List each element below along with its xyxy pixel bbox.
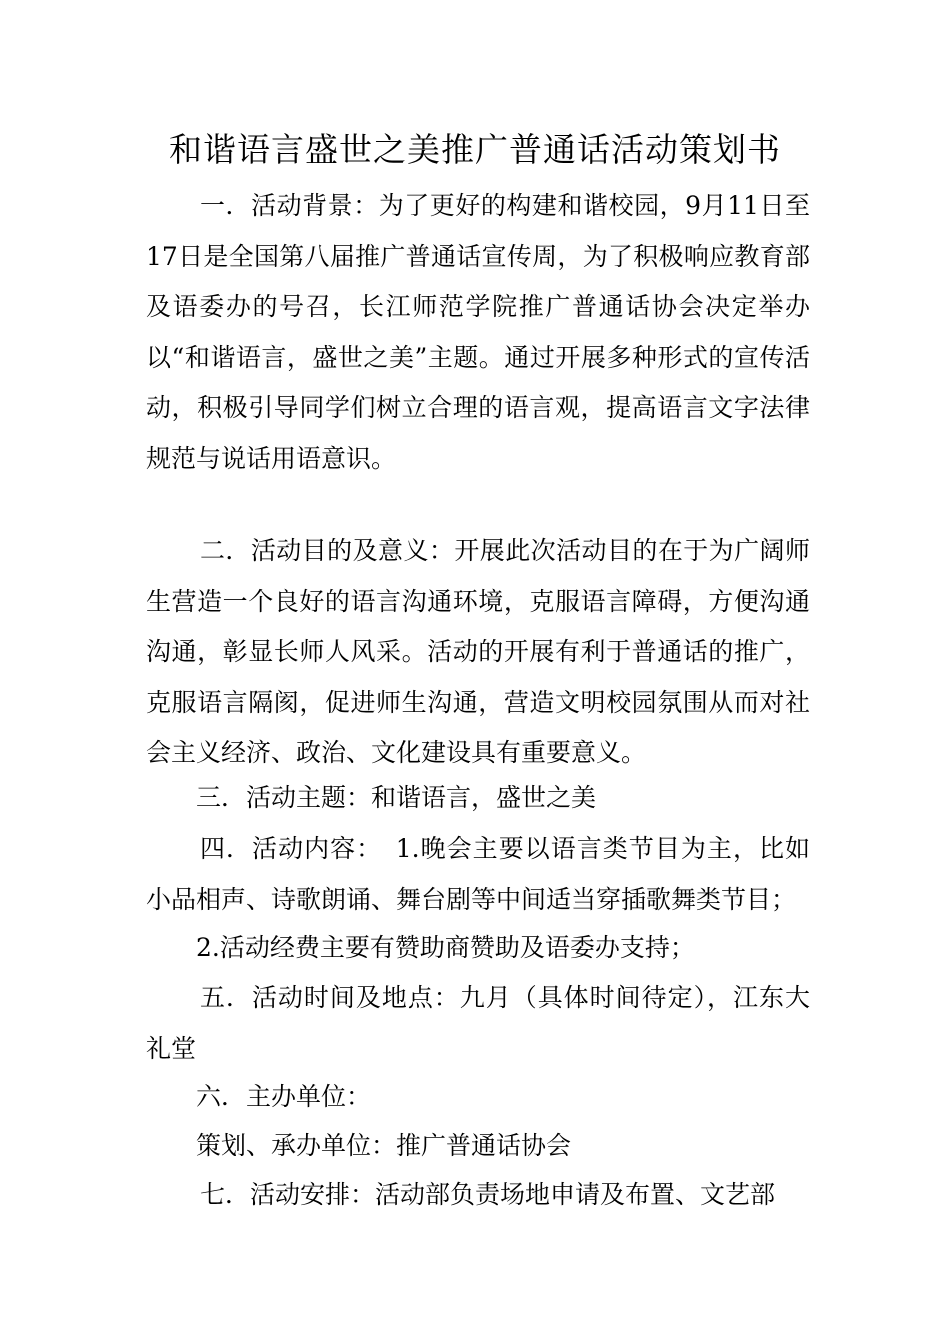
section-purpose: 二．活动目的及意义：开展此次活动目的在于为广阔师生营造一个良好的语言沟通环境，克服语言障碍，方便沟通沟通，彰显长师人风采。活动的开展有利于普通话的推广，克服语言隔阂，促进师生沟通，营造文明校园氛围从而对社会主义经济、政治、文化建设具有重要意义。 — [146, 536, 810, 767]
section-organizer-heading: 六．主办单位： — [196, 1082, 372, 1111]
section-arrangement: 七．活动安排：活动部负责场地申请及布置、文艺部 — [200, 1180, 776, 1209]
document-title: 和谐语言盛世之美推广普通话活动策划书 — [169, 130, 781, 169]
section-theme: 三．活动主题：和谐语言，盛世之美 — [196, 783, 597, 812]
section-content-item-2: 2.活动经费主要有赞助商赞助及语委办支持； — [196, 933, 695, 962]
section-time-place: 五．活动时间及地点：九月（具体时间待定），江东大礼堂 — [146, 983, 810, 1063]
section-content: 四．活动内容： 1.晚会主要以语言类节目为主，比如小品相声、诗歌朗诵、舞台剧等中间适当穿插歌舞类节目； — [146, 834, 810, 914]
section-organizer: 策划、承办单位：推广普通话协会 — [196, 1131, 572, 1160]
section-background: 一．活动背景：为了更好的构建和谐校园，9月11日至17日是全国第八届推广普通话宣传周，为了积极响应教育部及语委办的号召，长江师范学院推广普通话协会决定举办以“和谐语言，盛世之美”主题。通过开展多种形式的宣传活动，积极引导同学们树立合理的语言观，提高语言文字法律规范与说话用语意识。 — [146, 191, 810, 473]
